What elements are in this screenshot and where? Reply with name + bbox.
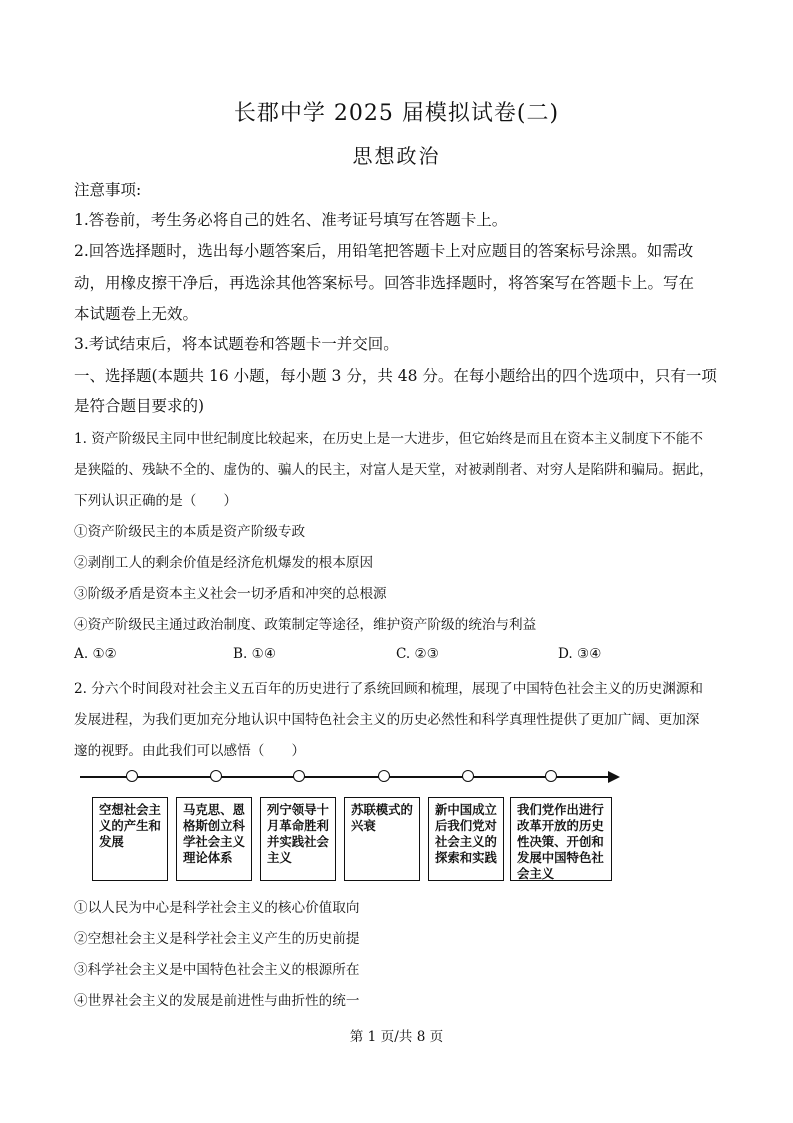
- timeline-node: [293, 770, 305, 782]
- q2-statement-3: ③科学社会主义是中国特色社会主义的根源所在: [74, 962, 360, 978]
- q2-stem-line-3: 邃的视野。由此我们可以感悟（ ）: [74, 743, 306, 759]
- q1-option-b: B. ①④: [233, 646, 277, 662]
- timeline-axis: [80, 776, 610, 778]
- section-heading-line-2: 是符合题目要求的): [74, 397, 205, 415]
- q1-statement-3: ③阶级矛盾是资本主义社会一切矛盾和冲突的总根源: [74, 586, 387, 602]
- q1-statement-1: ①资产阶级民主的本质是资产阶级专政: [74, 524, 306, 540]
- timeline-stage-4: 苏联模式的兴衰: [344, 797, 420, 881]
- timeline-node: [545, 770, 557, 782]
- q2-statement-4: ④世界社会主义的发展是前进性与曲折性的统一: [74, 993, 360, 1009]
- timeline-node: [210, 770, 222, 782]
- q1-option-d: D. ③④: [558, 646, 602, 662]
- q2-statement-2: ②空想社会主义是科学社会主义产生的历史前提: [74, 931, 360, 947]
- timeline-node: [378, 770, 390, 782]
- timeline-stage-3: 列宁领导十月革命胜利并实践社会主义: [260, 797, 336, 881]
- page-number: 第 1 页/共 8 页: [349, 1029, 444, 1045]
- timeline-arrowhead: [608, 771, 620, 783]
- subject-title: 思想政治: [352, 144, 441, 168]
- notice-item-2-line-2: 动，用橡皮擦干净后，再选涂其他答案标号。回答非选择题时，将答案写在答题卡上。写在: [74, 274, 695, 292]
- q1-option-c: C. ②③: [396, 646, 439, 662]
- q2-statement-1: ①以人民为中心是科学社会主义的核心价值取向: [74, 900, 360, 916]
- q1-statement-2: ②剥削工人的剩余价值是经济危机爆发的根本原因: [74, 555, 374, 571]
- timeline-node: [462, 770, 474, 782]
- timeline-stage-5: 新中国成立后我们党对社会主义的探索和实践: [428, 797, 504, 881]
- q1-stem-line-1: 1. 资产阶级民主同中世纪制度比较起来，在历史上是一大进步，但它始终是而且在资本主义制度下不能不: [74, 431, 704, 447]
- timeline-node: [126, 770, 138, 782]
- page-title: 长郡中学 2025 届模拟试卷(二): [233, 101, 560, 126]
- q1-statement-4: ④资产阶级民主通过政治制度、政策制定等途径，维护资产阶级的统治与利益: [74, 617, 537, 633]
- q1-stem-line-3: 下列认识正确的是（ ）: [74, 493, 238, 509]
- history-timeline-diagram: [80, 766, 620, 886]
- q2-stem-line-2: 发展进程，为我们更加充分地认识中国特色社会主义的历史必然性和科学真理性提供了更加广阔、更加深: [74, 712, 700, 728]
- notice-item-2-line-3: 本试题卷上无效。: [74, 305, 199, 323]
- notice-item-2-line-1: 2.回答选择题时，选出每小题答案后，用铅笔把答题卡上对应题目的答案标号涂黑。如需改: [74, 242, 694, 260]
- timeline-stage-1: 空想社会主义的产生和发展: [92, 797, 168, 881]
- timeline-stage-2: 马克思、恩格斯创立科学社会主义理论体系: [176, 797, 252, 881]
- q2-stem-line-1: 2. 分六个时间段对社会主义五百年的历史进行了系统回顾和梳理，展现了中国特色社会主义的历史渊源和: [74, 681, 704, 697]
- notice-heading: 注意事项:: [74, 181, 142, 199]
- notice-item-3: 3.考试结束后，将本试题卷和答题卡一并交回。: [74, 335, 399, 353]
- section-heading-line-1: 一、选择题(本题共 16 小题，每小题 3 分，共 48 分。在每小题给出的四个选项中，只有一项: [74, 367, 717, 385]
- q1-option-a: A. ①②: [74, 646, 117, 662]
- notice-item-1: 1.答卷前，考生务必将自己的姓名、准考证号填写在答题卡上。: [74, 211, 508, 229]
- q1-stem-line-2: 是狭隘的、残缺不全的、虚伪的、骗人的民主，对富人是天堂，对被剥削者、对穷人是陷阱和骗局。据此，: [74, 462, 713, 478]
- timeline-stage-6: 我们党作出进行改革开放的历史性决策、开创和发展中国特色社会主义: [510, 797, 612, 881]
